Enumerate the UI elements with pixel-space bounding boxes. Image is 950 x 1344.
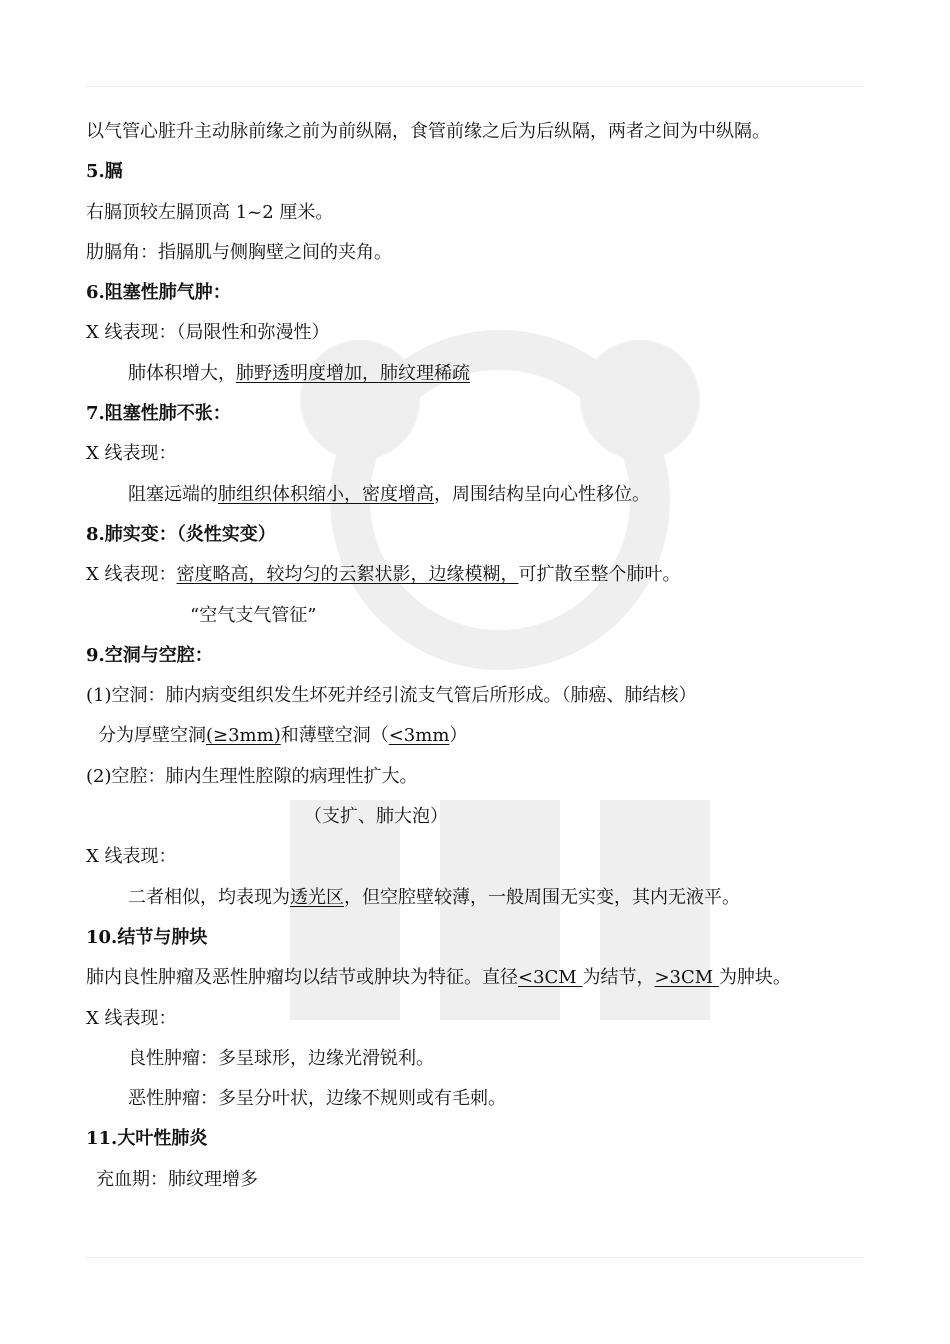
- underlined-text: 密度略高，较均匀的云絮状影，边缘模糊，: [176, 564, 519, 586]
- paragraph-congestion-stage: [86, 1160, 876, 1200]
- paragraph-benign-tumor: [86, 1039, 876, 1079]
- paragraph-air-bronchogram: [86, 596, 876, 636]
- text: X 线表现：: [86, 443, 177, 465]
- underlined-text: >3CM: [654, 967, 719, 989]
- text: X 线表现：: [86, 564, 177, 586]
- document-body: [86, 112, 876, 1200]
- paragraph-cavity-definition: [86, 676, 876, 716]
- heading-text: 5.膈: [86, 161, 123, 183]
- heading-lobar-pneumonia: [86, 1119, 876, 1159]
- text: (1)空洞：肺内病变组织发生坏死并经引流支气管后所形成。（肺癌、肺结核）: [86, 685, 697, 707]
- underlined-text: 肺野透明度增加，肺纹理稀疏: [236, 362, 470, 384]
- text: “空气支气管征”: [190, 604, 317, 626]
- text: （支扩、肺大泡）: [304, 806, 448, 828]
- heading-diaphragm: [86, 152, 876, 192]
- underlined-text: (≥3mm): [206, 725, 281, 747]
- underlined-text: 透光区: [290, 886, 344, 908]
- text: 充血期：肺纹理增多: [96, 1168, 258, 1190]
- paragraph-xray-6: [86, 313, 876, 353]
- heading-consolidation: [86, 515, 876, 555]
- paragraph-atelectasis-signs: [86, 475, 876, 515]
- text: 和薄壁空洞（: [280, 725, 389, 747]
- heading-obstructive-emphysema: [86, 273, 876, 313]
- heading-obstructive-atelectasis: [86, 394, 876, 434]
- heading-nodule-mass: [86, 918, 876, 958]
- text: X 线表现：: [86, 846, 177, 868]
- paragraph-xray-9: [86, 837, 876, 877]
- header-rule: [86, 86, 864, 87]
- text: 良性肿瘤：多呈球形，边缘光滑锐利。: [128, 1047, 434, 1069]
- paragraph-xray-10: [86, 999, 876, 1039]
- heading-text: 11.大叶性肺炎: [86, 1128, 208, 1150]
- paragraph-cavity-signs: [86, 878, 876, 918]
- paragraph-space-examples: [86, 797, 876, 837]
- underlined-text: 肺组织体积缩小，密度增高: [218, 483, 434, 505]
- text: 肋膈角：指膈肌与侧胸壁之间的夹角。: [86, 241, 392, 263]
- paragraph-mediastinum: [86, 112, 876, 152]
- paragraph-xray-7: [86, 434, 876, 474]
- paragraph-emphysema-signs: [86, 354, 876, 394]
- footer-rule: [86, 1257, 864, 1258]
- paragraph-consolidation-signs: [86, 555, 876, 595]
- text: 右膈顶较左膈顶高 1~2 厘米。: [86, 201, 334, 223]
- text: 肺体积增大，: [128, 362, 236, 384]
- heading-cavity: [86, 636, 876, 676]
- text: ，但空腔壁较薄，一般周围无实变，其内无液平。: [344, 886, 740, 908]
- paragraph-cavity-wall: [86, 716, 876, 756]
- paragraph-nodule-definition: [86, 958, 876, 998]
- paragraph-malignant-tumor: [86, 1079, 876, 1119]
- text: (2)空腔：肺内生理性腔隙的病理性扩大。: [86, 765, 418, 787]
- text: 恶性肿瘤：多呈分叶状，边缘不规则或有毛刺。: [128, 1088, 506, 1110]
- heading-text: 7.阻塞性肺不张：: [86, 403, 231, 425]
- text: ，周围结构呈向心性移位。: [434, 483, 650, 505]
- heading-text: 9.空洞与空腔：: [86, 644, 213, 666]
- heading-text: 8.肺实变：（炎性实变）: [86, 523, 276, 545]
- text: 阻塞远端的: [128, 483, 218, 505]
- text: 肺内良性肿瘤及恶性肿瘤均以结节或肿块为特征。直径: [86, 967, 518, 989]
- text: X 线表现：: [86, 1007, 177, 1029]
- paragraph-costophrenic-angle: [86, 233, 876, 273]
- text: ）: [449, 725, 468, 747]
- text: 为肿块。: [718, 967, 791, 989]
- underlined-text: <3CM: [518, 967, 583, 989]
- text: 二者相似，均表现为: [128, 886, 290, 908]
- heading-text: 10.结节与肿块: [86, 926, 208, 948]
- heading-text: 6.阻塞性肺气肿：: [86, 282, 231, 304]
- text: X 线表现：（局限性和弥漫性）: [86, 322, 330, 344]
- text: 分为厚壁空洞: [98, 725, 206, 747]
- underlined-text: <3mm: [388, 725, 450, 747]
- text: 为结节，: [582, 967, 655, 989]
- paragraph-diaphragm-height: [86, 193, 876, 233]
- text: 可扩散至整个肺叶。: [518, 564, 681, 586]
- paragraph-space-definition: [86, 757, 876, 797]
- text: 以气管心脏升主动脉前缘之前为前纵隔，食管前缘之后为后纵隔，两者之间为中纵隔。: [86, 121, 770, 142]
